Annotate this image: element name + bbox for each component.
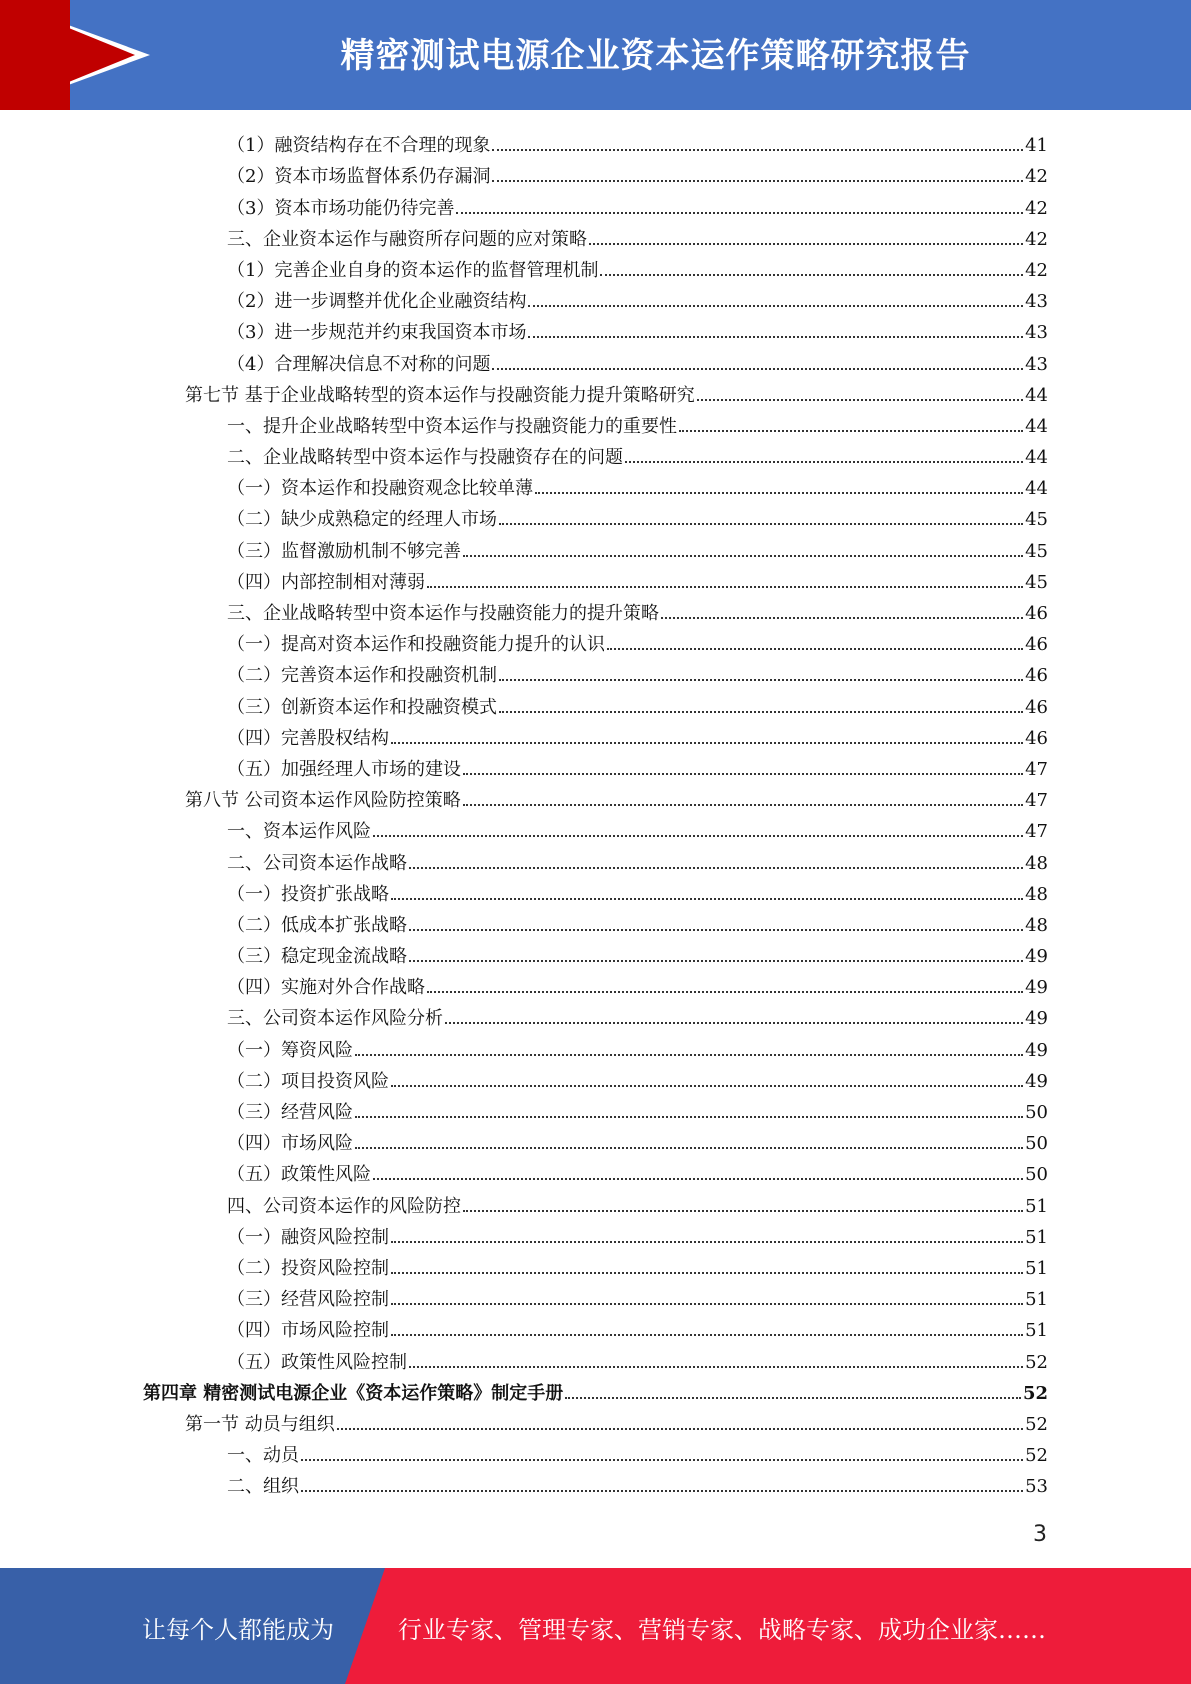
toc-entry-label: （一）提高对资本运作和投融资能力提升的认识 [227, 634, 605, 656]
toc-entry[interactable] [0, 1186, 1191, 1217]
toc-dot-leader [499, 711, 1023, 713]
toc-dot-leader [355, 1116, 1023, 1118]
toc-entry-page: 49 [1025, 946, 1048, 968]
toc-dot-leader [427, 586, 1023, 588]
toc-entry[interactable] [0, 1155, 1191, 1186]
toc-entry[interactable] [0, 843, 1191, 874]
toc-dot-leader [373, 835, 1023, 837]
toc-dot-leader [463, 773, 1023, 775]
toc-dot-leader [391, 1272, 1023, 1274]
toc-dot-leader [456, 212, 1023, 214]
toc-dot-leader [661, 617, 1023, 619]
toc-entry-page: 43 [1025, 353, 1048, 375]
toc-entry[interactable] [0, 594, 1191, 625]
toc-dot-leader [589, 243, 1023, 245]
toc-entry-label: （一）融资风险控制 [227, 1226, 389, 1248]
toc-entry-label: 第四章 精密测试电源企业《资本运作策略》制定手册 [143, 1382, 564, 1404]
toc-entry[interactable] [0, 1218, 1191, 1249]
toc-entry-label: 三、企业战略转型中资本运作与投融资能力的提升策略 [227, 603, 659, 624]
toc-entry[interactable] [0, 750, 1191, 781]
toc-entry-label: 二、公司资本运作战略 [227, 852, 407, 874]
toc-dot-leader [391, 1303, 1023, 1305]
toc-entry-label: （一）筹资风险 [227, 1039, 353, 1061]
toc-entry-label: （五）加强经理人市场的建设 [227, 758, 461, 780]
toc-entry[interactable] [0, 469, 1191, 500]
toc-entry-page: 52 [1025, 1413, 1048, 1435]
toc-entry-label: 第一节 动员与组织 [185, 1413, 335, 1435]
toc-entry-page: 46 [1025, 727, 1048, 749]
toc-dot-leader [607, 648, 1023, 650]
toc-entry[interactable] [0, 188, 1191, 219]
toc-entry-page: 42 [1025, 197, 1048, 219]
toc-entry[interactable] [0, 1436, 1191, 1467]
toc-entry[interactable] [0, 500, 1191, 531]
toc-entry[interactable] [0, 1405, 1191, 1436]
toc-dot-leader [492, 368, 1023, 370]
toc-entry-page: 49 [1025, 1070, 1048, 1092]
toc-entry-page: 42 [1025, 228, 1048, 250]
toc-dot-leader [625, 461, 1023, 463]
toc-dot-leader [528, 305, 1023, 307]
toc-entry[interactable] [0, 438, 1191, 469]
toc-dot-leader [391, 898, 1023, 900]
toc-dot-leader [409, 867, 1023, 869]
toc-dot-leader [463, 1210, 1023, 1212]
toc-entry-page: 46 [1025, 634, 1048, 656]
toc-entry[interactable] [0, 376, 1191, 407]
toc-entry-page: 49 [1025, 1039, 1048, 1061]
toc-entry-page: 46 [1025, 665, 1048, 687]
toc-entry-label: 一、提升企业战略转型中资本运作与投融资能力的重要性 [227, 415, 677, 437]
toc-entry-label: （4）合理解决信息不对称的问题 [227, 353, 491, 375]
toc-entry[interactable] [0, 625, 1191, 656]
toc-entry[interactable] [0, 1374, 1191, 1405]
toc-entry-label: （二）项目投资风险 [227, 1070, 389, 1092]
toc-entry-page: 49 [1025, 977, 1048, 999]
toc-entry-label: （二）缺少成熟稳定的经理人市场 [227, 509, 497, 531]
toc-entry-label: （3）进一步规范并约束我国资本市场 [227, 322, 527, 344]
toc-entry-page: 48 [1025, 883, 1048, 905]
toc-entry-page: 43 [1025, 291, 1048, 313]
toc-entry-label: （2）进一步调整并优化企业融资结构 [227, 291, 527, 313]
toc-entry[interactable] [0, 563, 1191, 594]
toc-entry-page: 52 [1025, 1351, 1048, 1373]
toc-entry-page: 48 [1025, 914, 1048, 936]
toc-entry[interactable] [0, 875, 1191, 906]
footer-slogan-left: 让每个人都能成为 [142, 1616, 334, 1644]
toc-entry[interactable] [0, 999, 1191, 1030]
toc-entry-page: 51 [1025, 1320, 1048, 1342]
toc-entry[interactable] [0, 687, 1191, 718]
toc-entry[interactable] [0, 407, 1191, 438]
toc-dot-leader [301, 1459, 1023, 1461]
toc-dot-leader [355, 1054, 1023, 1056]
toc-entry-label: （1）完善企业自身的资本运作的监督管理机制 [227, 259, 599, 281]
toc-entry-page: 43 [1025, 322, 1048, 344]
toc-dot-leader [391, 1241, 1023, 1243]
footer-blue-slant [345, 1568, 385, 1684]
toc-entry[interactable] [0, 1467, 1191, 1498]
toc-dot-leader [409, 1366, 1023, 1368]
toc-entry-page: 48 [1025, 852, 1048, 874]
toc-entry[interactable] [0, 1030, 1191, 1061]
toc-entry[interactable] [0, 1280, 1191, 1311]
toc-entry-label: 第七节 基于企业战略转型的资本运作与投融资能力提升策略研究 [185, 384, 695, 406]
toc-dot-leader [463, 804, 1023, 806]
toc-entry[interactable] [0, 1249, 1191, 1280]
toc-entry[interactable] [0, 1093, 1191, 1124]
toc-entry-page: 46 [1025, 603, 1048, 624]
toc-entry-label: （二）低成本扩张战略 [227, 914, 407, 936]
toc-dot-leader [445, 1022, 1023, 1024]
toc-entry-page: 44 [1025, 478, 1048, 500]
toc-entry-label: 第八节 公司资本运作风险防控策略 [185, 790, 461, 812]
page-header [0, 0, 1191, 110]
toc-entry-label: （四）实施对外合作战略 [227, 977, 425, 999]
toc-entry-page: 51 [1025, 1257, 1048, 1279]
toc-entry[interactable] [0, 812, 1191, 843]
toc-entry-page: 50 [1025, 1164, 1048, 1186]
toc-dot-leader [679, 430, 1023, 432]
toc-entry-page: 52 [1022, 1382, 1048, 1404]
toc-entry-label: （1）融资结构存在不合理的现象 [227, 135, 491, 157]
toc-entry[interactable] [0, 282, 1191, 313]
toc-entry-label: 二、企业战略转型中资本运作与投融资存在的问题 [227, 447, 623, 469]
toc-entry-page: 44 [1025, 447, 1048, 469]
toc-entry-page: 52 [1025, 1445, 1048, 1467]
toc-entry-page: 47 [1025, 790, 1048, 812]
toc-entry-page: 47 [1025, 758, 1048, 780]
header-red-block [0, 0, 70, 110]
toc-entry-label: （四）完善股权结构 [227, 727, 389, 749]
toc-entry[interactable] [0, 1342, 1191, 1373]
table-of-contents [0, 126, 1191, 1498]
toc-entry-page: 44 [1025, 415, 1048, 437]
toc-entry-label: （一）投资扩张战略 [227, 883, 389, 905]
toc-dot-leader [492, 180, 1023, 182]
toc-entry[interactable] [0, 781, 1191, 812]
toc-entry-label: （三）经营风险控制 [227, 1289, 389, 1311]
toc-dot-leader [337, 1428, 1023, 1430]
toc-entry[interactable] [0, 313, 1191, 344]
toc-entry-label: （三）创新资本运作和投融资模式 [227, 696, 497, 718]
toc-entry-label: 一、资本运作风险 [227, 821, 371, 843]
toc-entry-label: （五）政策性风险控制 [227, 1351, 407, 1373]
toc-entry-page: 51 [1025, 1226, 1048, 1248]
toc-entry[interactable] [0, 157, 1191, 188]
toc-entry[interactable] [0, 251, 1191, 282]
toc-entry-label: （三）监督激励机制不够完善 [227, 540, 461, 562]
toc-entry-label: （一）资本运作和投融资观念比较单薄 [227, 478, 533, 500]
toc-entry-label: 一、动员 [227, 1445, 299, 1467]
toc-entry[interactable] [0, 126, 1191, 157]
toc-entry-page: 47 [1025, 821, 1048, 843]
toc-entry-page: 42 [1025, 166, 1048, 188]
toc-entry[interactable] [0, 220, 1191, 251]
toc-entry-label: 二、组织 [227, 1476, 299, 1498]
toc-entry-page: 45 [1025, 509, 1048, 531]
toc-entry-page: 41 [1025, 135, 1048, 157]
toc-entry-label: （二）投资风险控制 [227, 1257, 389, 1279]
footer-slogan-right: 行业专家、管理专家、营销专家、战略专家、成功企业家…… [398, 1616, 1046, 1644]
toc-entry-page: 49 [1025, 1008, 1048, 1030]
toc-dot-leader [409, 929, 1023, 931]
toc-entry-label: （四）市场风险 [227, 1133, 353, 1155]
toc-dot-leader [391, 1085, 1023, 1087]
toc-dot-leader [697, 399, 1023, 401]
toc-entry-page: 50 [1025, 1133, 1048, 1155]
toc-dot-leader [528, 336, 1023, 338]
toc-entry-page: 45 [1025, 571, 1048, 593]
toc-dot-leader [391, 1334, 1023, 1336]
toc-entry-page: 46 [1025, 696, 1048, 718]
page-footer [0, 1568, 1191, 1684]
toc-dot-leader [565, 1397, 1021, 1399]
toc-entry[interactable] [0, 937, 1191, 968]
toc-dot-leader [373, 1178, 1023, 1180]
toc-entry[interactable] [0, 906, 1191, 937]
toc-dot-leader [391, 742, 1023, 744]
toc-entry-label: （四）市场风险控制 [227, 1320, 389, 1342]
toc-entry[interactable] [0, 344, 1191, 375]
toc-entry-page: 53 [1025, 1476, 1048, 1498]
toc-entry-page: 45 [1025, 540, 1048, 562]
toc-entry[interactable] [0, 968, 1191, 999]
toc-entry-label: 四、公司资本运作的风险防控 [227, 1195, 461, 1217]
toc-dot-leader [499, 679, 1023, 681]
toc-dot-leader [535, 492, 1023, 494]
report-title: 精密测试电源企业资本运作策略研究报告 [340, 36, 971, 76]
toc-entry-label: 三、企业资本运作与融资所存问题的应对策略 [227, 228, 587, 250]
toc-entry[interactable] [0, 656, 1191, 687]
toc-entry-label: （五）政策性风险 [227, 1164, 371, 1186]
toc-dot-leader [427, 991, 1023, 993]
toc-entry-page: 44 [1025, 384, 1048, 406]
toc-entry[interactable] [0, 1124, 1191, 1155]
toc-entry-page: 42 [1025, 259, 1048, 281]
toc-entry-label: （2）资本市场监督体系仍存漏洞 [227, 166, 491, 188]
toc-entry[interactable] [0, 1062, 1191, 1093]
toc-dot-leader [492, 149, 1023, 151]
toc-entry-label: （二）完善资本运作和投融资机制 [227, 665, 497, 687]
toc-dot-leader [355, 1147, 1023, 1149]
toc-dot-leader [301, 1490, 1023, 1492]
toc-entry-label: （3）资本市场功能仍待完善 [227, 197, 455, 219]
toc-entry-label: （三）经营风险 [227, 1102, 353, 1123]
toc-entry-label: （四）内部控制相对薄弱 [227, 571, 425, 593]
page-number: 3 [1033, 1522, 1047, 1547]
toc-dot-leader [499, 523, 1023, 525]
toc-dot-leader [463, 555, 1023, 557]
toc-dot-leader [409, 960, 1023, 962]
toc-entry-label: （三）稳定现金流战略 [227, 946, 407, 968]
toc-entry[interactable] [0, 719, 1191, 750]
toc-entry[interactable] [0, 531, 1191, 562]
toc-entry-page: 51 [1025, 1195, 1048, 1217]
toc-entry-label: 三、公司资本运作风险分析 [227, 1008, 443, 1030]
toc-dot-leader [600, 274, 1023, 276]
toc-entry[interactable] [0, 1311, 1191, 1342]
toc-entry-page: 51 [1025, 1289, 1048, 1311]
toc-entry-page: 50 [1025, 1102, 1048, 1123]
